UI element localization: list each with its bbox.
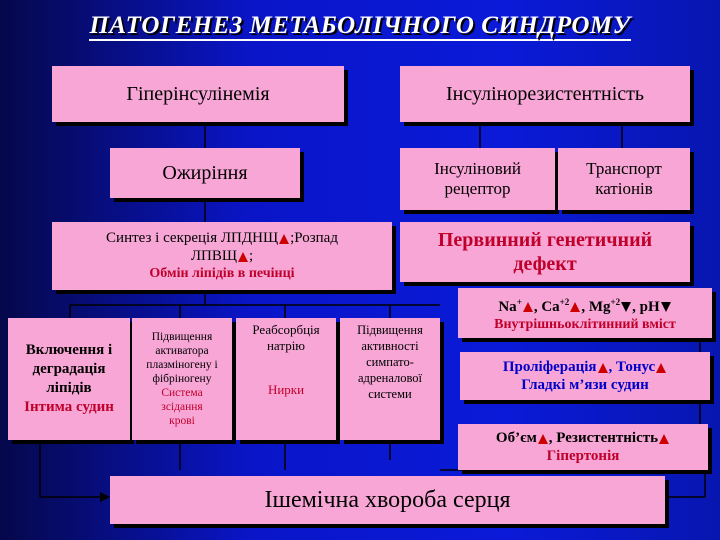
sympathetic-line4: адреналової [357,371,423,385]
genetic-defect-line1: Первинний генетичний [437,229,653,251]
volume-text2: , Резистентність [548,430,659,446]
increase-arrow-icon [598,363,608,373]
sympathetic-line1: Підвищення [357,323,423,337]
lipid-synthesis-line1 [106,229,338,247]
obesity-box [110,148,300,198]
lipid-degradation-box [8,318,130,440]
sympathetic-line5: системи [368,387,412,401]
volume-text1: Об’єм [495,430,537,446]
sodium-line2: натрію [266,338,306,353]
insulin-resistance-label: Інсулінорезистентність [446,82,644,105]
hyperinsulinemia-label: Гіперінсулінемія [126,82,270,105]
volume-box [458,424,708,470]
insulin-receptor-line2: рецептор [444,179,511,198]
ions-mg: , Mg [581,298,611,315]
lipid-synthesis-box [52,222,392,290]
lipid-degradation-line2: деградація [32,361,106,377]
lipid-degradation-line3: ліпідів [46,380,92,396]
genetic-defect-box [400,222,690,282]
proliferation-text2: , Тонус [608,359,656,375]
lipid-synthesis-text3: ЛПВЩ [190,248,237,264]
ions-ph: , pH [632,298,660,315]
plasminogen-line7: крові [169,415,195,427]
ions-ca-charge: +2 [559,296,570,307]
ions-mg-charge: +2 [610,296,621,307]
increase-arrow-icon [570,302,580,312]
plasminogen-line5: Система [161,387,203,399]
cation-transport-line2: катіонів [595,179,653,198]
ihd-label: Ішемічна хвороба серця [264,486,511,513]
decrease-arrow-icon [661,302,671,312]
cation-transport-line1: Транспорт [586,159,662,178]
sympathetic-box [340,318,440,440]
plasminogen-line4: фібріногену [152,373,212,385]
increase-arrow-icon [238,252,248,262]
volume-line1 [496,429,670,447]
ions-ca: , Ca [533,298,560,315]
ions-na: Na [498,298,517,315]
lipid-synthesis-line2 [191,247,253,265]
lipid-degradation-line1: Включення і [25,342,113,358]
smooth-muscle-label: Гладкі м’язи судин [521,377,649,393]
ions-line [498,293,671,316]
increase-arrow-icon [656,363,666,373]
plasminogen-line6: зсідання [161,401,203,413]
increase-arrow-icon [279,234,289,244]
lipid-synthesis-text4: ; [248,248,254,264]
insulin-receptor-box [400,148,555,210]
plasminogen-box [132,318,232,440]
kidneys-label: Нирки [267,382,305,397]
cation-transport-box [558,148,690,210]
increase-arrow-icon [523,302,533,312]
plasminogen-line3: плазміногену і [146,359,218,371]
insulin-resistance-box [400,66,690,122]
plasminogen-line2: активатора [155,345,209,357]
ions-content-label: Внутрішньоклітинний вміст [494,316,676,332]
genetic-defect-line2: дефект [513,253,577,275]
page-title: ПАТОГЕНЕЗ МЕТАБОЛІЧНОГО СИНДРОМУ [89,12,631,39]
plasminogen-line1: Підвищення [151,331,213,343]
obesity-label: Ожиріння [162,161,248,184]
ihd-box [110,476,665,524]
proliferation-box [460,352,710,400]
intima-label: Інтима судин [24,399,114,415]
insulin-receptor-line1: Інсуліновий [434,159,521,178]
sympathetic-line2: активності [361,339,419,353]
sodium-reabsorption-box [236,318,336,440]
increase-arrow-icon [538,434,548,444]
increase-arrow-icon [659,434,669,444]
lipid-synthesis-text2: ;Розпад [290,230,338,246]
sodium-line1: Реабсорбція [252,322,320,337]
ions-box [458,288,712,338]
lipid-synthesis-text1: Синтез і секреція ЛПДНЩ [106,230,279,246]
decrease-arrow-icon [621,302,631,312]
lipid-liver-label: Обмін ліпідів в печінці [149,266,295,281]
proliferation-text1: Проліферація [502,359,597,375]
proliferation-line1 [503,358,667,376]
hyperinsulinemia-box [52,66,344,122]
hypertension-label: Гіпертонія [546,448,620,464]
sympathetic-line3: симпато- [366,355,414,369]
ions-na-charge: + [516,296,522,307]
